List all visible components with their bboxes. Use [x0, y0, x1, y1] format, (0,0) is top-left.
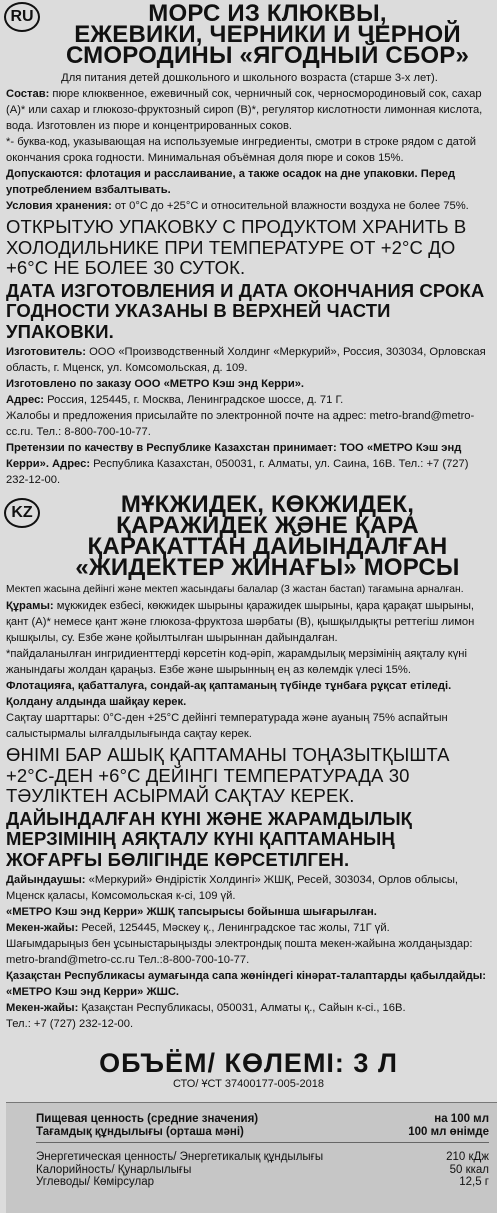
- nutrition-row: [6, 1176, 497, 1189]
- ru-storage-text: от 0°С до +25°С и относительной влажности воздуха не более 75%.: [111, 200, 469, 212]
- ru-title-line: МОРС ИЗ КЛЮКВЫ,: [148, 0, 387, 27]
- kz-title-line: МҰКЖИДЕК, КӨКЖИДЕК,: [120, 491, 415, 518]
- nutrition-title-kz: Тағамдық құндылығы (орташа мәні): [36, 1125, 244, 1138]
- ru-composition-label: Состав:: [6, 88, 50, 100]
- kz-composition: [6, 598, 493, 646]
- ru-kz-claims-text: Республика Казахстан, 050031, г. Алматы, ул. Саина, 16В. Тел.: +7 (727) 232-12-00.: [6, 458, 469, 486]
- kz-complaints: Шағымдарыңыз бен ұсыныстарыңызды электрондық пошта мекен-жайына жолдаңыздар: metro-brand@metro-cc.ru Тел.:8-800-700-10-77.: [6, 938, 473, 966]
- kz-title-line: ҚАРАҚАТТАН ДАЙЫНДАЛҒАН: [87, 533, 448, 560]
- kz-composition-label: Құрамы:: [6, 600, 54, 612]
- ru-storage: [6, 198, 493, 214]
- ru-maker: [6, 344, 493, 376]
- kz-maker-text: «Меркурий» Өндірістік Холдингі» ЖШҚ, Ресей, 303034, Орлов облысы, Мценск қаласы, Комсомольская к-сі, 109 үй.: [6, 874, 459, 902]
- ru-product-title: [6, 0, 493, 69]
- nutrition-per-ru: на 100 мл: [434, 1113, 489, 1125]
- kz-storage: Сақтау шарттары: 0°С-ден +25°С дейінгі температурада және ауаның 75% аспайтын салыстырмалы ылғалдылығында сақтау керек.: [6, 712, 448, 740]
- ru-code-note: *- буква-код, указывающая на используемые ингредиенты, смотри в строке рядом с датой окончания срока годности. Минимальная объёмная доля пюре и соков 15%.: [6, 136, 477, 164]
- kz-language-badge: KZ: [4, 498, 40, 528]
- kz-address-2: [6, 1000, 493, 1016]
- ru-composition-text: пюре клюквенное, ежевичный сок, черничный сок, черносмородиновый сок, сахар (А)* или сахар и глюкозо-фруктозный сироп (В)*, регулятор кислотности лимонная кислота, вода. Изготовлен из пюре и концентрированных соков.: [6, 88, 483, 132]
- kz-flotation: Флотацияға, қабатталуға, сондай-ақ қаптаманың түбінде тұнбаға рұқсат етіледі. Қолдану алдында шайқау керек.: [6, 680, 452, 708]
- ru-maker-label: Изготовитель:: [6, 346, 86, 358]
- standard-code: СТО/ ҰСТ 37400177-005-2018: [172, 1078, 325, 1090]
- kz-title-line: ҚАРАЖИДЕК ЖӘНЕ ҚАРА: [116, 512, 419, 539]
- nutrition-row-label: Углеводы/ Көмірсулар: [36, 1176, 155, 1188]
- nutrition-title-ru: Пищевая ценность (средние значения): [36, 1113, 259, 1125]
- kz-address-2-text: Қазақстан Республикасы, 050031, Алматы қ., Сайын к-сі., 16В.: [78, 1002, 406, 1014]
- kz-title-line: «ЖИДЕКТЕР ЖИНАҒЫ» МОРСЫ: [75, 554, 460, 581]
- ru-address-label: Адрес:: [6, 394, 45, 406]
- ru-dates: ДАТА ИЗГОТОВЛЕНИЯ И ДАТА ОКОНЧАНИЯ СРОКА ГОДНОСТИ УКАЗАНЫ В ВЕРХНЕЙ ЧАСТИ УПАКОВКИ.: [6, 279, 485, 342]
- kz-code-note: *пайдаланылған ингридиенттерді көрсетін код-әріп, жарамдылық мерзімінің аяқталу күні жанындағы жолдан қараңыз. Езбе және шырынның ең аз көлемдік үлесі 15%.: [6, 648, 467, 676]
- nutrition-row: [6, 1151, 497, 1164]
- kz-dates: ДАЙЫНДАЛҒАН КҮНІ ЖӘНЕ ЖАРАМДЫЛЫҚ МЕРЗІМІНІҢ АЯҚТАЛУ КҮНІ ҚАПТАМАНЫҢ ЖОҒАРҒЫ БӨЛІГІНДЕ КӨРСЕТІЛГЕН.: [6, 807, 413, 870]
- nutrition-row-value: 50 ккал: [449, 1163, 489, 1176]
- kz-order: «МЕТРО Кэш энд Керри» ЖШҚ тапсырысы бойынша шығарылған.: [6, 906, 377, 918]
- kz-address-2-label: Мекен-жайы:: [6, 1002, 79, 1014]
- nutrition-header-kz: [6, 1126, 497, 1139]
- ru-order: Изготовлено по заказу ООО «МЕТРО Кэш энд Керри».: [6, 378, 305, 390]
- kz-composition-text: мұкжидек езбесі, көкжидек шырыны қаражидек шырыны, қара қарақат шырыны, қант (А)* немесе қант және глюкоза-фруктоза шәрбаты (В), қышқылдықты реттегіш лимон қышқылы, су. Езбе және қойылтылған шырыннан дайындалған.: [6, 600, 475, 644]
- kz-address: [6, 920, 493, 936]
- nutrition-table: [6, 1102, 497, 1213]
- ru-open-pack: ОТКРЫТУЮ УПАКОВКУ С ПРОДУКТОМ ХРАНИТЬ В ХОЛОДИЛЬНИКЕ ПРИ ТЕМПЕРАТУРЕ ОТ +2°С ДО +6°С НЕ БОЛЕЕ 30 СУТОК.: [6, 216, 467, 278]
- kz-section: [0, 491, 497, 1032]
- ru-maker-text: ООО «Производственный Холдинг «Меркурий», Россия, 303034, Орловская область, г. Мценск, ул. Комсомольская, д. 109.: [6, 346, 486, 374]
- kz-maker-label: Дайындаушы:: [6, 874, 86, 886]
- nutrition-row: [6, 1164, 497, 1177]
- kz-age-note: Мектеп жасына дейінгі және мектеп жасындағы балалар (3 жастан бастап) тағамына арналған.: [6, 584, 464, 595]
- kz-maker: [6, 872, 493, 904]
- ru-address-text: Россия, 125445, г. Москва, Ленинградское шоссе, д. 71 Г.: [44, 394, 344, 406]
- kz-phone: Тел.: +7 (727) 232-12-00.: [6, 1018, 134, 1030]
- ru-composition: [6, 86, 493, 134]
- nutrition-row-label: Энергетическая ценность/ Энергетикалық құндылығы: [36, 1151, 324, 1163]
- ru-storage-label: Условия хранения:: [6, 200, 112, 212]
- kz-claims: Қазақстан Республикасы аумағында сапа жөніндегі кінәрат-талаптарды қабылдайды: «МЕТРО Кэш энд Керри» ЖШС.: [6, 970, 487, 998]
- ru-kz-claims-label: Претензии по качеству в Республике Казахстан принимает: ТОО «МЕТРО Кэш энд Керри». Адрес:: [6, 442, 462, 470]
- ru-title-line: ЕЖЕВИКИ, ЧЕРНИКИ И ЧЕРНОЙ: [74, 21, 461, 48]
- kz-product-title: [6, 491, 493, 581]
- ru-flotation: Допускаются: флотация и расслаивание, а также осадок на дне упаковки. Перед употреблением взбалтывать.: [6, 168, 456, 196]
- kz-address-text: Ресей, 125445, Мәскеу қ., Ленинградское тас жолы, 71Г үй.: [78, 922, 390, 934]
- nutrition-row-value: 12,5 г: [459, 1176, 489, 1188]
- kz-open-pack: ӨНІМІ БАР АШЫҚ ҚАПТАМАНЫ ТОҢАЗЫТҚЫШТА +2°С-ДЕН +6°С ДЕЙІНГІ ТЕМПЕРАТУРАДА 30 ТӘУЛІКТЕН АСЫРМАЙ САҚТАУ КЕРЕК.: [6, 744, 450, 806]
- kz-address-label: Мекен-жайы:: [6, 922, 79, 934]
- ru-section: [0, 0, 497, 488]
- nutrition-per-kz: 100 мл өнімде: [408, 1125, 489, 1138]
- volume-label: ОБЪЁМ/ КӨЛЕМІ: 3 Л: [99, 1048, 398, 1078]
- ru-age-note: Для питания детей дошкольного и школьного возраста (старше 3-х лет).: [61, 72, 438, 84]
- nutrition-divider: [36, 1142, 489, 1143]
- ru-language-badge: RU: [4, 2, 40, 32]
- ru-kz-claims: [6, 440, 493, 488]
- nutrition-row-value: 210 кДж: [446, 1151, 489, 1163]
- nutrition-header-ru: [6, 1113, 497, 1126]
- ru-address: [6, 392, 493, 408]
- nutrition-row-label: Калорийность/ Қунарлылығы: [36, 1163, 192, 1176]
- ru-complaints: Жалобы и предложения присылайте по электронной почте на адрес: metro-brand@metro-cc.ru. Тел.: 8-800-700-10-77.: [6, 410, 475, 438]
- ru-title-line: СМОРОДИНЫ «ЯГОДНЫЙ СБОР»: [65, 42, 470, 69]
